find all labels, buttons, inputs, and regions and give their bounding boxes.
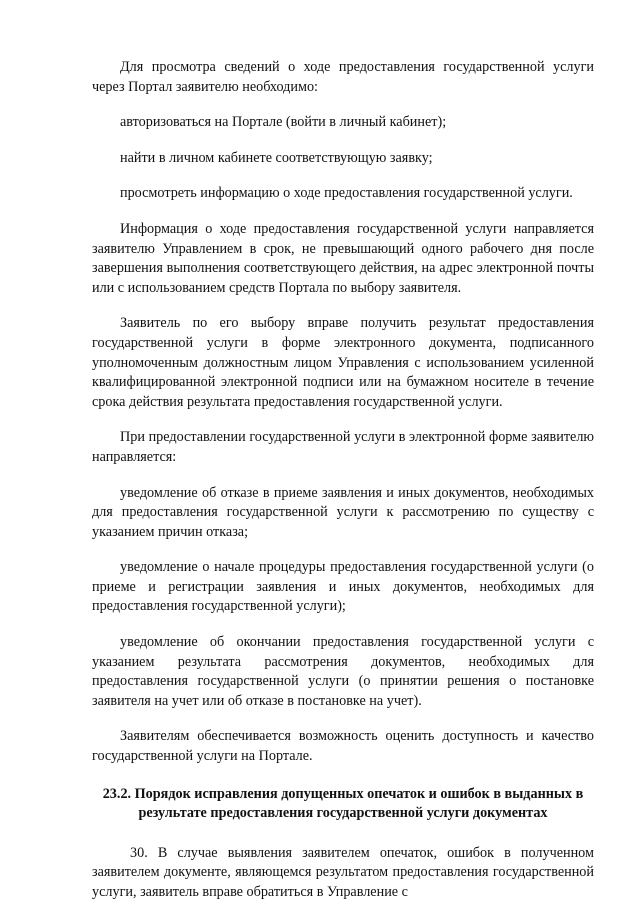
paragraph-view-info: просмотреть информацию о ходе предоставления государственной услуги. (120, 185, 573, 202)
paragraph-notice-start: уведомление о начале процедуры предоставления государственной услуги (о приеме и регистрации заявления и иных документов, необходимых для предоставления государственной услуги); (92, 559, 594, 615)
paragraph-result-choice: Заявитель по его выбору вправе получить результат предоставления государственной услуги в форме электронного документа, подписанного уполномоченным должностным лицом Управления с использованием усиленной квалифицированной электронной подписи или на бумажном носителе в течение срока действия результата предоставления государственной услуги. (92, 315, 594, 410)
paragraph-authorize: авторизоваться на Портале (войти в личный кабинет); (120, 114, 447, 131)
paragraph-info-sent: Информация о ходе предоставления государственной услуги направляется заявителю Управлением в срок, не превышающий одного рабочего дня после завершения выполнения соответствующего действия, на адрес электронной почты или с использованием средств Портала по выбору заявителя. (92, 220, 594, 296)
section-heading: 23.2. Порядок исправления допущенных опечаток и ошибок в выданных в результате предоставления государственной услуги документах (102, 785, 584, 822)
paragraph-notifications-intro: При предоставлении государственной услуги в электронной форме заявителю направляется: (92, 429, 594, 465)
paragraph-notice-refusal: уведомление об отказе в приеме заявления и иных документов, необходимых для предоставления государственной услуги к рассмотрению по существу с указанием причин отказа; (92, 484, 594, 540)
paragraph-portal-info: Для просмотра сведений о ходе предоставления государственной услуги через Портал заявителю необходимо: (92, 59, 594, 95)
paragraph-errata: 30. В случае выявления заявителем опечаток, ошибок в полученном заявителем документе, являющемся результатом предоставления государственной услуги, заявитель вправе обратиться в Управление с (92, 844, 594, 900)
paragraph-notice-end: уведомление об окончании предоставления государственной услуги с указанием результата рассмотрения документов, необходимых для предоставления государственной услуги (о принятии решения о постановке заявителя на учет или об отказе в постановке на учет). (92, 634, 594, 709)
paragraph-quality-assessment: Заявителям обеспечивается возможность оценить доступность и качество государственной услуги на Портале. (92, 728, 594, 765)
paragraph-find-request: найти в личном кабинете соответствующую заявку; (120, 149, 433, 166)
